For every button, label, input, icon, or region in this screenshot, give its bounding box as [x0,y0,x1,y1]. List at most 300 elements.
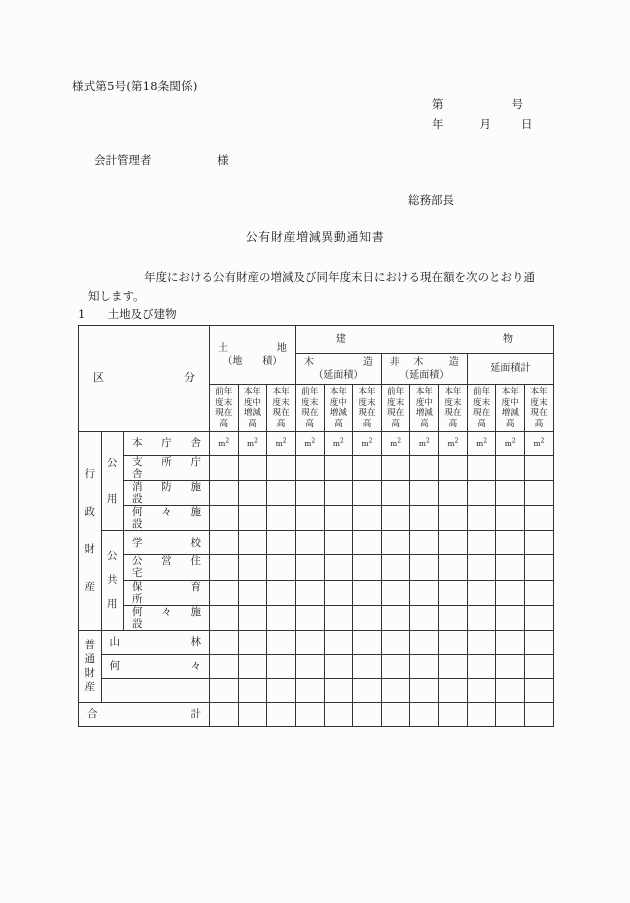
header-period-mokuzou-prev [295,385,324,432]
cell-mokuzou-change[interactable] [324,555,353,580]
cell-tochi-change[interactable] [238,580,267,605]
cell-himokuzou-current[interactable] [439,654,468,678]
vh-line: 現在 [215,408,233,418]
vl-ch-3: 財 [84,543,95,556]
header-period-total-change [496,385,525,432]
cell-total-current[interactable] [525,531,554,555]
cell-tochi-prev[interactable] [209,630,238,654]
cell-tochi-change[interactable] [238,678,267,702]
vh-line: 現在 [530,408,548,418]
subcategory-koukyouyou-label [102,545,124,617]
vh-line: 現在 [358,408,376,418]
cell-total-tochi-change[interactable] [238,702,267,726]
cell-himokuzou-prev[interactable] [381,506,410,531]
row-label-sanrin [101,630,209,654]
section-label: 土地及び建物 [107,307,177,321]
header-period-tochi-current [267,385,296,432]
section-number: 1 [78,307,86,321]
cell-mokuzou-current[interactable] [353,630,382,654]
cell-himokuzou-current[interactable] [439,630,468,654]
vl-ch-1: 行 [84,468,95,481]
vl-ch-1: 普 [84,638,95,651]
cell-tochi-prev[interactable] [209,555,238,580]
header-tochi-sub: （地 積） [222,355,283,367]
vh-line: 度末 [530,397,548,408]
cell-mokuzou-current[interactable] [353,481,382,506]
cell-himokuzou-prev[interactable] [381,481,410,506]
addressee-honorific: 様 [217,153,229,167]
vh-line: 高 [448,418,458,429]
cell-himokuzou-current[interactable] [439,555,468,580]
cell-total-current[interactable] [525,456,554,481]
header-tatemono [295,326,553,354]
cell-total-prev[interactable] [467,506,496,531]
vh-line: 前年 [215,387,233,397]
cell-mokuzou-change[interactable] [324,605,353,630]
cell-total-change[interactable] [496,580,525,605]
cell-tochi-current[interactable] [267,531,296,555]
vl-ch-1: 公 [107,550,118,563]
vh-line: 高 [505,418,515,429]
row-label-text: 合 計 [87,708,201,721]
vh-line: 度中 [415,397,433,408]
cell-himokuzou-change[interactable] [410,506,439,531]
row-label-text: 本 庁 舎 [132,437,201,450]
cell-total-prev[interactable] [467,432,496,456]
header-kubun-label: 区 分 [93,371,195,385]
cell-tochi-change[interactable] [238,654,267,678]
header-mokuzou-main: 木 造 [303,357,373,368]
cell-total-prev[interactable] [467,481,496,506]
label-nen: 年 [432,117,444,131]
header-himokuzou [381,354,467,385]
vl-ch-2: 通 [84,652,95,665]
cell-himokuzou-prev[interactable] [381,630,410,654]
table-row [79,506,554,531]
vh-line: 本年 [530,387,548,397]
vh-line: 高 [305,418,315,429]
unit-m2: $m^2$ [275,437,287,449]
cell-himokuzou-change[interactable] [410,630,439,654]
vh-line: 高 [419,418,429,429]
cell-total-current[interactable] [525,432,554,456]
vh-line: 高 [219,418,229,429]
cell-tochi-current[interactable] [267,605,296,630]
document-number-block [432,94,533,134]
row-label-shishochousha [124,456,210,481]
vh-line: 高 [391,418,400,429]
vh-line: 本年 [329,387,347,397]
cell-total-prev[interactable] [467,456,496,481]
cell-mokuzou-prev[interactable] [295,481,324,506]
table-row [79,481,554,506]
cell-himokuzou-prev[interactable] [381,456,410,481]
category-gyousei-zaisan [79,432,102,631]
header-mokuzou [295,354,381,385]
cell-tochi-change[interactable] [238,531,267,555]
document-date-row [432,114,533,134]
vh-line: 現在 [272,408,290,418]
category-futsuu-zaisan-label [79,638,101,694]
cell-himokuzou-change[interactable] [410,654,439,678]
cell-mokuzou-change[interactable] [324,654,353,678]
row-label-text: 学 校 [132,536,201,549]
table-row [79,654,554,678]
document-title: 公有財産増減異動通知書 [245,230,385,244]
cell-mokuzou-current[interactable] [353,654,382,678]
cell-tochi-prev[interactable] [209,678,238,702]
header-period-himokuzou-prev [381,385,410,432]
unit-m2: $m^2$ [447,437,459,449]
header-period-tochi-prev [209,385,238,432]
land-building-table-wrapper [78,325,554,727]
vh-line: 本年 [243,387,262,397]
cell-himokuzou-change[interactable] [410,456,439,481]
row-label-gakkou [124,531,210,555]
unit-m2: $m^2$ [218,437,230,449]
vh-line: 現在 [472,408,491,418]
unit-m2: $m^2$ [390,437,402,449]
vh-line: 度末 [272,397,290,408]
cell-tochi-change[interactable] [238,456,267,481]
cell-himokuzou-change[interactable] [410,580,439,605]
row-label-text: 保 育 所 [132,580,222,605]
cell-mokuzou-prev[interactable] [295,506,324,531]
cell-himokuzou-current[interactable] [439,678,468,702]
cell-himokuzou-prev[interactable] [381,605,410,630]
body-line-1: 年度における公有財産の増減及び同年度末日における現在額を次のとおり通 [144,270,535,284]
vh-line: 現在 [444,408,462,418]
cell-mokuzou-current[interactable] [353,506,382,531]
vl-ch-1: 公 [107,456,118,469]
document-number-row [432,94,533,114]
label-gou: 号 [511,97,523,111]
cell-tochi-prev[interactable] [209,481,238,506]
addressee-name: 会計管理者 [94,153,152,167]
cell-mokuzou-prev[interactable] [295,678,324,702]
cell-mokuzou-prev[interactable] [295,531,324,555]
vh-line: 度末 [387,397,405,408]
cell-himokuzou-current[interactable] [439,605,468,630]
unit-m2: $m^2$ [332,437,344,449]
vh-line: 高 [477,418,486,429]
cell-total-current[interactable] [525,605,554,630]
vl-ch-4: 産 [84,580,95,593]
header-row-main [79,326,554,354]
category-gyousei-zaisan-label [79,456,101,606]
cell-mokuzou-change[interactable] [324,481,353,506]
cell-tochi-current[interactable] [267,555,296,580]
cell-himokuzou-change[interactable] [410,678,439,702]
header-tatemono-label: 建 物 [335,333,513,345]
cell-tochi-change[interactable] [238,630,267,654]
form-number: 様式第5号(第18条関係) [72,79,198,93]
vh-line: 度中 [501,397,519,408]
addressee-line [94,152,229,168]
cell-himokuzou-change[interactable] [410,432,439,456]
cell-himokuzou-current[interactable] [439,481,468,506]
vh-line: 度末 [358,397,376,408]
cell-total-himokuzou-change[interactable] [410,702,439,726]
cell-mokuzou-prev[interactable] [295,432,324,456]
cell-himokuzou-current[interactable] [439,506,468,531]
cell-tochi-change[interactable] [238,432,267,456]
cell-himokuzou-current[interactable] [439,432,468,456]
cell-total-himokuzou-current[interactable] [439,702,468,726]
cell-himokuzou-prev[interactable] [381,432,410,456]
cell-total-change[interactable] [496,605,525,630]
vh-line: 度末 [215,397,233,408]
cell-total-change[interactable] [496,555,525,580]
header-nobemenseki-kei-label: 延面積計 [490,363,531,375]
cell-himokuzou-change[interactable] [410,555,439,580]
cell-mokuzou-prev[interactable] [295,654,324,678]
vh-line: 現在 [301,408,319,418]
unit-m2: $m^2$ [476,437,488,449]
cell-mokuzou-change[interactable] [324,456,353,481]
cell-himokuzou-change[interactable] [410,531,439,555]
cell-mokuzou-change[interactable] [324,506,353,531]
cell-tochi-change[interactable] [238,506,267,531]
table-row [79,531,554,555]
cell-tochi-change[interactable] [238,605,267,630]
row-label-text: 何 々 施 設 [132,506,212,531]
row-label-text: 山 林 [109,636,201,649]
vh-line: 高 [362,418,372,429]
header-nobemenseki-kei [467,354,553,385]
cell-total-mokuzou-prev[interactable] [295,702,324,726]
cell-mokuzou-prev[interactable] [295,555,324,580]
header-tochi-main: 土 地 [217,343,287,354]
cell-mokuzou-current[interactable] [353,531,382,555]
cell-himokuzou-change[interactable] [410,481,439,506]
cell-tochi-prev[interactable] [209,506,238,531]
unit-m2: $m^2$ [304,437,316,449]
body-line-2: 知します。 [88,289,145,303]
row-label-honchousha [124,432,210,456]
cell-mokuzou-change[interactable] [324,432,353,456]
cell-mokuzou-change[interactable] [324,678,353,702]
vh-line: 本年 [358,387,376,397]
cell-mokuzou-prev[interactable] [295,456,324,481]
vh-line: 増減 [501,408,519,418]
issuer-name: 総務部長 [408,193,454,207]
row-label-nanina-shisetsu-kouyou [124,506,210,531]
row-label-text: 公 営 住 宅 [132,555,212,580]
table-row [79,630,554,654]
cell-total-current[interactable] [525,654,554,678]
vh-line: 増減 [329,408,347,418]
cell-tochi-current[interactable] [267,678,296,702]
vl-ch-2: 共 [107,574,118,587]
cell-himokuzou-prev[interactable] [381,555,410,580]
row-label-blank[interactable] [101,678,209,702]
vh-line: 度中 [329,397,347,408]
row-label-text: 何 々 施 設 [132,605,212,630]
label-dai: 第 [432,97,444,111]
vl-ch-3: 財 [84,666,95,679]
cell-total-change[interactable] [496,654,525,678]
cell-tochi-current[interactable] [267,456,296,481]
cell-himokuzou-prev[interactable] [381,580,410,605]
header-period-himokuzou-change [410,385,439,432]
unit-m2: $m^2$ [246,437,258,449]
cell-tochi-current[interactable] [267,580,296,605]
cell-mokuzou-prev[interactable] [295,605,324,630]
unit-m2: $m^2$ [504,437,516,449]
header-tochi [209,326,295,385]
vh-line: 高 [248,418,257,429]
vh-line: 本年 [501,387,519,397]
cell-total-prev[interactable] [467,580,496,605]
cell-total-prev[interactable] [467,630,496,654]
cell-total-change[interactable] [496,481,525,506]
cell-total-change[interactable] [496,630,525,654]
category-futsuu-zaisan [79,630,102,702]
cell-total-prev[interactable] [467,531,496,555]
cell-himokuzou-change[interactable] [410,605,439,630]
header-period-mokuzou-current [353,385,382,432]
cell-total-tochi-current[interactable] [267,702,296,726]
vl-ch-4: 産 [84,680,95,693]
vh-line: 増減 [243,408,262,418]
cell-mokuzou-current[interactable] [353,678,382,702]
vh-line: 本年 [444,387,462,397]
cell-total-current[interactable] [525,678,554,702]
vh-line: 高 [334,418,343,429]
header-period-himokuzou-current [439,385,468,432]
cell-tochi-prev[interactable] [209,531,238,555]
subcategory-kouyou-label [102,445,124,517]
cell-tochi-current[interactable] [267,630,296,654]
cell-total-mokuzou-change[interactable] [324,702,353,726]
vh-line: 現在 [387,408,405,418]
cell-tochi-prev[interactable] [209,456,238,481]
body-paragraph [78,268,556,306]
cell-total-current[interactable] [525,506,554,531]
section-heading [78,306,177,322]
cell-total-current[interactable] [525,481,554,506]
vl-ch-2: 用 [107,492,118,505]
cell-tochi-change[interactable] [238,481,267,506]
cell-himokuzou-prev[interactable] [381,531,410,555]
header-period-total-prev [467,385,496,432]
cell-total-sum-change[interactable] [496,702,525,726]
cell-tochi-current[interactable] [267,432,296,456]
cell-mokuzou-current[interactable] [353,555,382,580]
vh-line: 度末 [301,397,319,408]
cell-mokuzou-change[interactable] [324,630,353,654]
cell-total-change[interactable] [496,506,525,531]
row-label-shoubou-shisetsu [124,481,210,506]
cell-mokuzou-prev[interactable] [295,630,324,654]
unit-m2: $m^2$ [533,437,545,449]
vh-line: 度末 [472,397,491,408]
header-period-total-current [525,385,554,432]
table-total-row [79,702,554,726]
cell-mokuzou-current[interactable] [353,456,382,481]
header-himokuzou-main: 非 木 造 [389,357,459,368]
unit-m2: $m^2$ [418,437,430,449]
table-row [79,580,554,605]
cell-total-current[interactable] [525,555,554,580]
cell-tochi-current[interactable] [267,481,296,506]
cell-tochi-change[interactable] [238,555,267,580]
cell-total-current[interactable] [525,630,554,654]
vh-line: 前年 [387,387,405,397]
cell-total-change[interactable] [496,531,525,555]
cell-tochi-prev[interactable] [209,605,238,630]
cell-total-prev[interactable] [467,605,496,630]
cell-tochi-prev[interactable] [209,654,238,678]
vl-ch-3: 用 [107,598,118,611]
vh-line: 度中 [243,397,262,408]
row-label-nanina-shisetsu-koukyou [124,605,210,630]
cell-total-himokuzou-prev[interactable] [381,702,410,726]
cell-total-sum-prev[interactable] [467,702,496,726]
cell-mokuzou-current[interactable] [353,605,382,630]
cell-himokuzou-prev[interactable] [381,654,410,678]
unit-m2: $m^2$ [361,437,373,449]
land-building-table [78,325,554,727]
cell-total-prev[interactable] [467,654,496,678]
row-label-nanina-futsuu [101,654,209,678]
row-label-total [79,702,210,726]
cell-total-sum-current[interactable] [525,702,554,726]
cell-mokuzou-current[interactable] [353,432,382,456]
cell-total-change[interactable] [496,456,525,481]
header-kubun [79,326,210,432]
vh-line: 高 [276,418,286,429]
cell-mokuzou-current[interactable] [353,580,382,605]
table-row [79,456,554,481]
label-tsuki: 月 [479,117,491,131]
row-label-text: 支 所 庁 舎 [132,456,212,481]
cell-mokuzou-change[interactable] [324,531,353,555]
subcategory-kouyou [101,432,124,531]
table-row [79,605,554,630]
vl-ch-2: 政 [84,505,95,518]
cell-total-change[interactable] [496,678,525,702]
vh-line: 増減 [415,408,433,418]
header-mokuzou-sub: （延面積） [313,369,364,381]
cell-total-tochi-prev[interactable] [209,702,238,726]
cell-tochi-prev[interactable] [209,432,238,456]
cell-himokuzou-current[interactable] [439,456,468,481]
cell-himokuzou-prev[interactable] [381,678,410,702]
vh-line: 度末 [444,397,462,408]
vh-line: 前年 [472,387,491,397]
cell-tochi-current[interactable] [267,654,296,678]
cell-total-mokuzou-current[interactable] [353,702,382,726]
cell-total-prev[interactable] [467,555,496,580]
cell-mokuzou-prev[interactable] [295,580,324,605]
subcategory-koukyouyou [101,531,124,630]
cell-mokuzou-change[interactable] [324,580,353,605]
row-label-hoikusho [124,580,222,605]
cell-total-prev[interactable] [467,678,496,702]
header-himokuzou-sub: （延面積） [399,369,450,381]
cell-himokuzou-current[interactable] [439,531,468,555]
cell-himokuzou-current[interactable] [439,580,468,605]
vh-line: 高 [534,418,544,429]
cell-total-change[interactable] [496,432,525,456]
cell-total-current[interactable] [525,580,554,605]
vh-line: 前年 [301,387,319,397]
header-period-mokuzou-change [324,385,353,432]
cell-tochi-current[interactable] [267,506,296,531]
row-label-text: 消 防 施 設 [132,481,212,506]
